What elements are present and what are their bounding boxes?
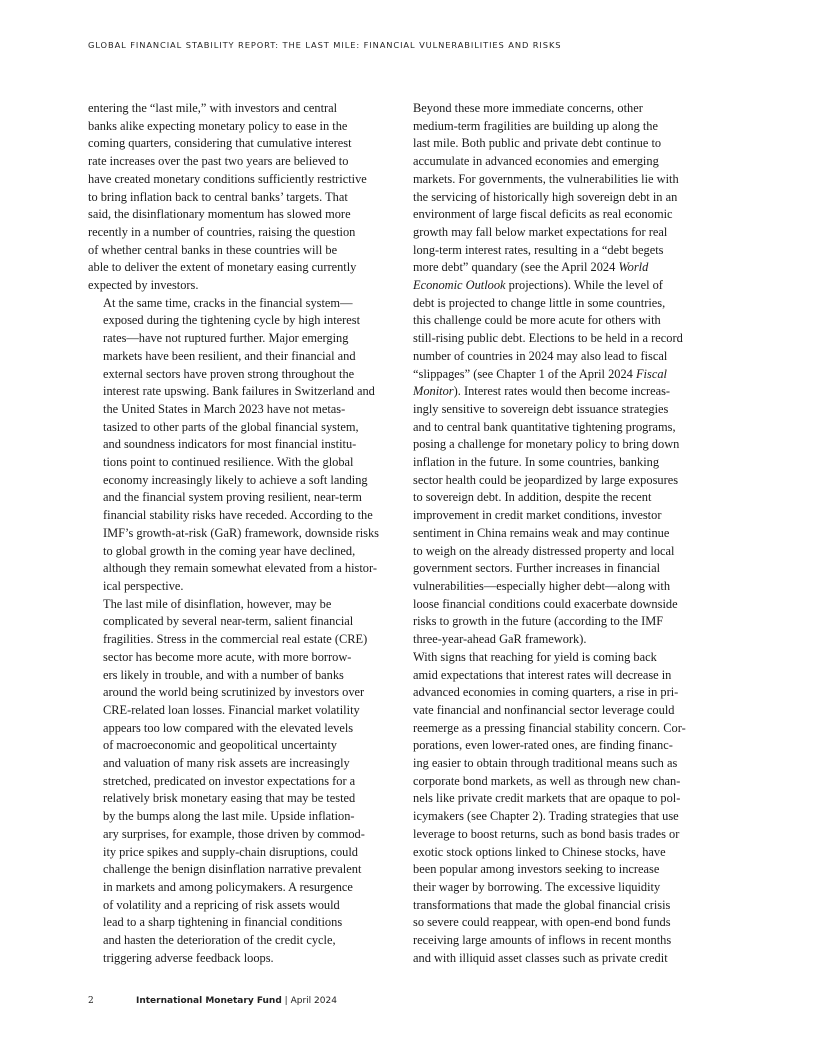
text-line: markets have been resilient, and their financial and — [103, 348, 356, 363]
text-line — [398, 259, 698, 277]
publisher-name: International Monetary Fund — [136, 996, 282, 1006]
paragraph — [88, 100, 378, 295]
text-run: ). Interest rates would then become increas- — [453, 384, 671, 399]
text-line: markets. For governments, the vulnerabilities lie with — [413, 171, 679, 186]
text-line: and hasten the deterioration of the credit cycle, — [103, 933, 336, 948]
text-line: and soundness indicators for most financial institu- — [103, 437, 357, 452]
text-line: able to deliver the extent of monetary easing currently — [88, 260, 357, 275]
text-line: last mile. Both public and private debt continue to — [413, 136, 662, 151]
text-run: more debt” quandary (see the April 2024 — [413, 260, 616, 275]
text-line: icymakers (see Chapter 2). Trading strategies that use — [413, 809, 679, 824]
text-line: relatively brisk monetary easing that may be tested — [103, 791, 356, 806]
text-line: vate financial and nonfinancial sector leverage could — [413, 702, 675, 717]
text-line: reemerge as a pressing financial stability concern. Cor- — [413, 720, 686, 735]
text-line: the United States in March 2023 have not metas- — [103, 401, 346, 416]
text-line: challenge the benign disinflation narrative prevalent — [103, 862, 362, 877]
text-line: exposed during the tightening cycle by high interest — [103, 313, 361, 328]
text-line: and with illiquid asset classes such as private credit — [413, 950, 668, 965]
text-line: leverage to boost returns, such as bond basis trades or — [413, 826, 680, 841]
text-line: ical perspective. — [103, 578, 184, 593]
text-line: external sectors have proven strong throughout the — [103, 366, 355, 381]
text-line: of volatility and a repricing of risk assets would — [103, 897, 340, 912]
text-line: recently in a number of countries, raising the question — [88, 224, 356, 239]
text-run: projections). While the level of — [508, 278, 663, 293]
text-line: debt is projected to change little in some countries, — [413, 295, 666, 310]
text-line: lead to a sharp tightening in financial conditions — [103, 915, 343, 930]
text-line: sentiment in China remains weak and may continue — [413, 525, 670, 540]
text-line: With signs that reaching for yield is coming back — [413, 649, 657, 664]
text-line: environment of large fiscal deficits as real economic — [413, 207, 673, 222]
text-line: to weigh on the already distressed property and local — [413, 543, 675, 558]
text-line: fragilities. Stress in the commercial real estate (CRE) — [103, 632, 368, 647]
text-line: Beyond these more immediate concerns, other — [413, 101, 643, 115]
text-line: to bring inflation back to central banks’ targets. That — [88, 189, 348, 204]
paragraph — [88, 596, 378, 968]
text-line — [398, 277, 698, 295]
text-line: loose financial conditions could exacerbate downside — [413, 596, 678, 611]
text-line: complicated by several near-term, salient financial — [103, 614, 354, 629]
text-line: porations, even lower-rated ones, are finding financ- — [413, 738, 673, 753]
text-line: rate increases over the past two years are believed to — [88, 154, 349, 169]
right-column — [398, 100, 698, 967]
text-line: and valuation of many risk assets are increasingly — [103, 756, 350, 771]
text-line: triggering adverse feedback loops. — [103, 950, 274, 965]
text-line: still-rising public debt. Elections to be held in a record — [413, 331, 683, 346]
text-line: receiving large amounts of inflows in recent months — [413, 933, 672, 948]
text-line: vulnerabilities—especially higher debt—along with — [413, 578, 671, 593]
text-line: corporate bond markets, as well as through new chan- — [413, 773, 681, 788]
text-line: improvement in credit market conditions, investor — [413, 508, 662, 523]
text-line: medium-term fragilities are building up along the — [413, 118, 658, 133]
text-line: banks alike expecting monetary policy to ease in the — [88, 118, 348, 133]
text-line: ing easier to obtain through traditional means such as — [413, 756, 678, 771]
text-line — [398, 366, 698, 384]
text-line: ity price spikes and supply-chain disruptions, could — [103, 844, 359, 859]
publication-title: Monitor — [413, 384, 454, 399]
publication-title: Economic Outlook — [413, 278, 506, 293]
text-line: to sovereign debt. In addition, despite the recent — [413, 490, 652, 505]
text-line: in markets and among policymakers. A resurgence — [103, 879, 353, 894]
text-line: posing a challenge for monetary policy to bring down — [413, 437, 680, 452]
publication-date: April 2024 — [290, 996, 337, 1006]
text-line: rates—have not ruptured further. Major emerging — [103, 331, 349, 346]
paragraph — [398, 649, 698, 968]
text-run: “slippages” (see Chapter 1 of the April 2024 — [413, 366, 633, 381]
text-line: inflation in the future. In some countries, banking — [413, 455, 660, 470]
text-line: to global growth in the coming year have declined, — [103, 543, 356, 558]
text-line: have created monetary conditions sufficiently restrictive — [88, 171, 367, 186]
text-line: ary surprises, for example, those driven by commod- — [103, 826, 365, 841]
text-line: sector health could be jeopardized by large exposures — [413, 472, 679, 487]
text-line: so severe could reappear, with open-end bond funds — [413, 915, 671, 930]
text-line: ingly sensitive to sovereign debt issuance strategies — [413, 401, 669, 416]
text-line: been popular among investors seeking to increase — [413, 862, 660, 877]
text-line: economy increasingly likely to achieve a soft landing — [103, 472, 368, 487]
text-line: around the world being scrutinized by investors over — [103, 685, 365, 700]
text-line: coming quarters, considering that cumulative interest — [88, 136, 352, 151]
text-line: At the same time, cracks in the financial system— — [103, 295, 353, 310]
paragraph — [88, 295, 378, 596]
text-line: of macroeconomic and geopolitical uncertainty — [103, 738, 337, 753]
page-number: 2 — [88, 996, 94, 1006]
text-line: expected by investors. — [88, 278, 199, 293]
text-line: three-year-ahead GaR framework). — [413, 632, 587, 647]
text-line — [398, 383, 698, 401]
text-line: entering the “last mile,” with investors and central — [88, 101, 338, 115]
text-line: the servicing of historically high sovereign debt in an — [413, 189, 678, 204]
text-line: growth may fall below market expectations for real — [413, 224, 668, 239]
text-line: their wager by borrowing. The excessive liquidity — [413, 879, 661, 894]
text-line: and to central bank quantitative tightening programs, — [413, 419, 676, 434]
paragraph — [398, 100, 698, 649]
text-line: tions point to continued resilience. With the global — [103, 455, 354, 470]
text-line: although they remain somewhat elevated from a histor- — [103, 561, 377, 576]
page-footer — [88, 996, 337, 1006]
text-line: stretched, predicated on investor expectations for a — [103, 773, 356, 788]
text-line: said, the disinflationary momentum has slowed more — [88, 207, 351, 222]
text-line: transformations that made the global financial crisis — [413, 897, 671, 912]
text-line: amid expectations that interest rates will decrease in — [413, 667, 672, 682]
text-line: nels like private credit markets that are opaque to pol- — [413, 791, 681, 806]
running-head: GLOBAL FINANCIAL STABILITY REPORT: THE LAST MILE: FINANCIAL VULNERABILITIES AND RISKS — [88, 40, 562, 50]
publication-title: World — [618, 260, 649, 275]
text-line: of whether central banks in these countries will be — [88, 242, 338, 257]
text-line: financial stability risks have receded. According to the — [103, 508, 373, 523]
text-line: government sectors. Further increases in financial — [413, 561, 661, 576]
text-line: number of countries in 2024 may also lead to fiscal — [413, 348, 668, 363]
text-line: accumulate in advanced economies and emerging — [413, 154, 659, 169]
text-line: this challenge could be more acute for others with — [413, 313, 661, 328]
text-line: appears too low compared with the elevated levels — [103, 720, 354, 735]
text-line: by the bumps along the last mile. Upside inflation- — [103, 809, 355, 824]
text-line: and the financial system proving resilient, near-term — [103, 490, 362, 505]
text-line: tasized to other parts of the global financial system, — [103, 419, 359, 434]
left-column — [88, 100, 378, 967]
text-line: CRE-related loan losses. Financial market volatility — [103, 702, 360, 717]
text-line: sector has become more acute, with more borrow- — [103, 649, 352, 664]
text-line: ers likely in trouble, and with a number of banks — [103, 667, 344, 682]
text-line: risks to growth in the future (according to the IMF — [413, 614, 664, 629]
text-line: The last mile of disinflation, however, may be — [103, 596, 332, 611]
text-line: long-term interest rates, resulting in a “debt begets — [413, 242, 664, 257]
text-line: advanced economies in coming quarters, a rise in pri- — [413, 685, 679, 700]
text-line: interest rate upswing. Bank failures in Switzerland and — [103, 384, 375, 399]
text-line: exotic stock options linked to Chinese stocks, have — [413, 844, 666, 859]
footer-separator: | — [284, 996, 288, 1006]
text-line: IMF’s growth-at-risk (GaR) framework, downside risks — [103, 525, 379, 540]
publication-title: Fiscal — [635, 366, 667, 381]
